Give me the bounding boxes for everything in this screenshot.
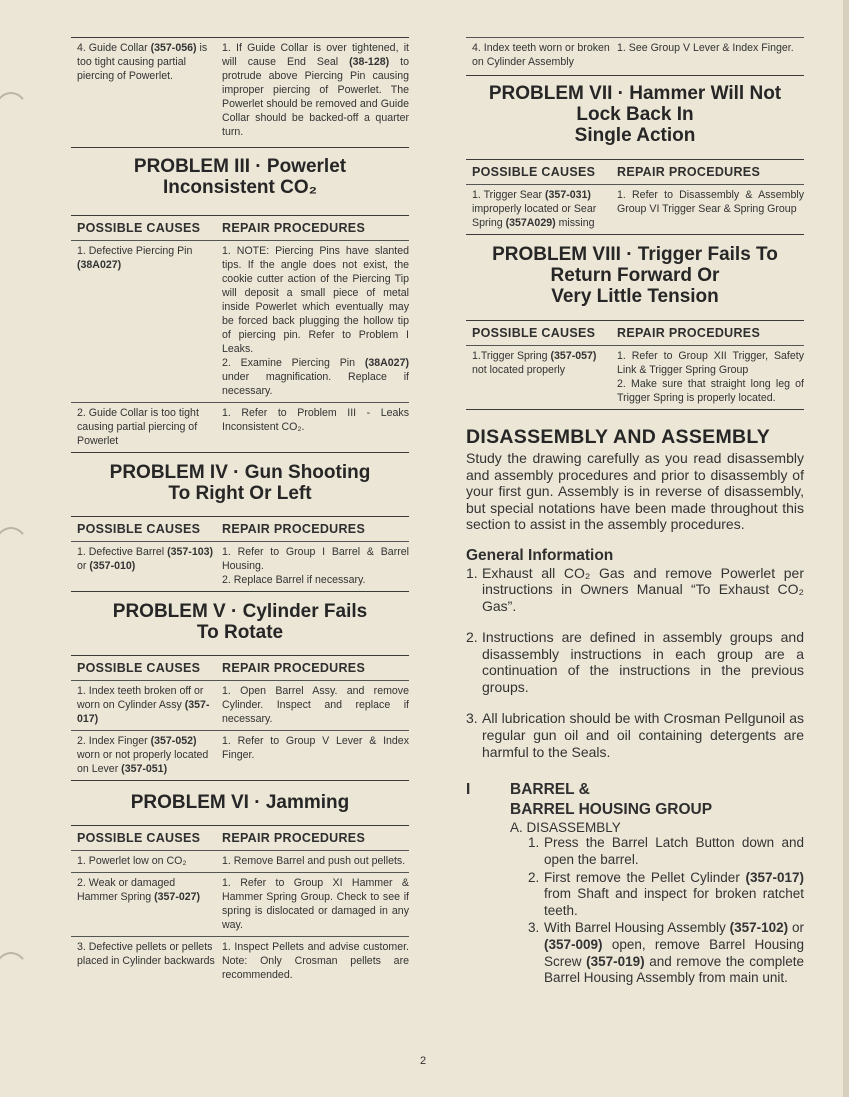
problem-title: PROBLEM III · Powerlet [133, 156, 347, 177]
cause-cell: 4. Guide Collar (357-056) is too tight causing partial piercing of Powerlet. [77, 42, 208, 82]
repair-cell: 1. Open Barrel Assy. and remove Cylinder. Inspect and replace if necessary. [222, 685, 409, 725]
table-row [71, 241, 409, 402]
header-possible-causes: POSSIBLE CAUSES [472, 326, 596, 340]
part-number: (357-051) [121, 763, 168, 775]
binder-hole-mark [0, 527, 30, 577]
problem-title: Single Action [574, 125, 696, 146]
repair-cell: 1. If Guide Collar is over tightened, it will cause End Seal (38-128) to protrude above Piercing Pin causing improper piercing of Powerlet. The Powerlet should be removed and Guide Collar should be backed-off a quarter turn. [222, 42, 409, 138]
header-possible-causes: POSSIBLE CAUSES [77, 831, 201, 845]
header-repair-procedures: REPAIR PROCEDURES [617, 165, 761, 179]
problem-title: Inconsistent CO₂ [162, 177, 318, 198]
repair-cell: 1. Refer to Group XI Hammer & Hammer Spring Group. Check to see if spring is dislocated or damaged in any way. [222, 877, 409, 931]
table-header [71, 826, 409, 850]
header-repair-procedures: REPAIR PROCEDURES [222, 661, 366, 675]
table-row [71, 681, 409, 730]
problem-v-rows [71, 681, 409, 780]
table-row [466, 346, 804, 409]
group-heading [466, 780, 804, 800]
header-repair-procedures: REPAIR PROCEDURES [222, 831, 366, 845]
binder-hole-mark [0, 952, 30, 1002]
step-text: First remove the Pellet Cylinder (357-017) from Shaft and inspect for broken ratchet teeth. [544, 869, 804, 918]
table-row [466, 185, 804, 234]
repair-cell: 1. Refer to Problem III - Leaks Inconsistent CO₂. [222, 407, 409, 433]
cause-cell: 1. Index teeth broken off or worn on Cylinder Assy (357-017) [77, 685, 210, 725]
table-header [71, 517, 409, 541]
list-item [466, 710, 804, 760]
step-number: 2. [528, 869, 540, 885]
problem-title: Very Little Tension [551, 286, 719, 307]
repair-cell: 1. See Group V Lever & Index Finger. [617, 42, 794, 54]
group-numeral: I [466, 781, 471, 799]
part-number: (357-031) [545, 189, 591, 201]
cause-cell: 3. Defective pellets or pellets placed in Cylinder backwards [77, 941, 215, 967]
page-number: 2 [420, 1055, 427, 1067]
cause-cell: 2. Index Finger (357-052) worn or not properly located on Lever (357-051) [77, 735, 209, 775]
header-possible-causes: POSSIBLE CAUSES [77, 522, 201, 536]
problem-title: Lock Back In [576, 104, 694, 125]
general-information-list [466, 565, 804, 761]
repair-cell: 1. Refer to Group I Barrel & Barrel Housing. 2. Replace Barrel if necessary. [222, 546, 409, 586]
disassembly-subheading: A. DISASSEMBLY [510, 820, 621, 836]
cause-cell: 2. Guide Collar is too tight causing partial piercing of Powerlet [77, 407, 199, 447]
step-text: Press the Barrel Latch Button down and open the barrel. [544, 835, 804, 868]
right-column [466, 0, 804, 988]
table-header [466, 321, 804, 345]
disassembly-steps [466, 835, 804, 986]
problem-vi-rows [71, 851, 409, 986]
header-possible-causes: POSSIBLE CAUSES [472, 165, 596, 179]
table-header [71, 656, 409, 680]
cause-cell: 1. Defective Barrel (357-103) or (357-010) [77, 546, 214, 572]
table-row [71, 851, 409, 872]
repair-cell: 1. Inspect Pellets and advise customer. Note: Only Crosman pellets are recommended. [222, 941, 409, 981]
part-number: (38-128) [349, 56, 390, 68]
header-repair-procedures: REPAIR PROCEDURES [617, 326, 761, 340]
step-text: With Barrel Housing Assembly (357-102) or (357-009) open, remove Barrel Housing Screw (357-019) and remove the complete Barrel Housing Assembly from main unit. [544, 920, 804, 986]
problem-iii-rows [71, 241, 409, 452]
header-possible-causes: POSSIBLE CAUSES [77, 221, 201, 235]
repair-cell: 1. NOTE: Piercing Pins have slanted tips. If the angle does not exist, the cookie cutter action of the Piercing Tip will deposit a small piece of metal inside Powerlet which eventually may be forced back plugging the hollow tip of piercing pin. Refer to Problem I Leaks. 2. Examine Piercing Pin (38A027) under magnification. Replace if necessary. [222, 245, 409, 397]
problem-vii-rows [466, 185, 804, 234]
repair-cell: 1. Remove Barrel and push out pellets. [222, 855, 406, 867]
list-text: Exhaust all CO₂ Gas and remove Powerlet per instructions in Owners Manual “To Exhaust CO₂ Gas”. [482, 564, 804, 615]
step-number: 1. [528, 835, 540, 851]
problem-title: To Right Or Left [168, 483, 312, 504]
step-number: 3. [528, 920, 540, 936]
problem-title: To Rotate [196, 622, 284, 643]
repair-cell: 1. Refer to Disassembly & Assembly Group VI Trigger Sear & Spring Group [617, 189, 804, 215]
table-row [71, 937, 409, 986]
part-number: (357-103) [167, 546, 214, 558]
part-number: (357-017) [745, 869, 804, 885]
left-column [71, 0, 409, 986]
part-number: (357-057) [550, 350, 597, 362]
header-repair-procedures: REPAIR PROCEDURES [222, 522, 366, 536]
part-number: (357-056) [150, 42, 197, 54]
part-number: (38A027) [364, 357, 409, 369]
group-title-line1: BARREL & [510, 781, 590, 799]
group-heading [466, 800, 804, 820]
list-text: All lubrication should be with Crosman Pellgunoil as regular gun oil and oil containing detergents are harmful to the Seals. [482, 710, 804, 760]
table-row [71, 873, 409, 936]
table-header [466, 160, 804, 184]
general-information-heading: General Information [466, 546, 614, 564]
step-item [528, 835, 804, 868]
problem-title: PROBLEM VII · Hammer Will Not [488, 83, 782, 104]
part-number: (357-052) [150, 735, 197, 747]
part-number: (357-102) [729, 920, 789, 936]
repair-cell: 1. Refer to Group XII Trigger, Safety Link & Trigger Spring Group 2. Make sure that straight long leg of Trigger Spring is properly located. [617, 350, 804, 404]
part-number: (357-010) [89, 560, 136, 572]
step-item [528, 920, 804, 986]
problem-title: PROBLEM VI · Jamming [130, 792, 350, 813]
disassembly-heading: DISASSEMBLY AND ASSEMBLY [466, 426, 771, 448]
part-number: (357-017) [77, 699, 210, 725]
header-possible-causes: POSSIBLE CAUSES [77, 661, 201, 675]
table-header [71, 216, 409, 240]
table-row [466, 38, 804, 73]
list-number: 2. [466, 628, 478, 645]
disassembly-intro: Study the drawing carefully as you read disassembly and assembly procedures and prior to disassembly of your first gun. Assembly is in reverse of disassembly, but special notations have been made throughout this section to assist in the assembly procedures. [466, 450, 804, 532]
page-edge [843, 0, 849, 1097]
list-text: Instructions are defined in assembly groups and disassembly instructions in each group are a continuation of the instructions in the previous groups. [482, 628, 804, 696]
cause-cell: 1.Trigger Spring (357-057) not located properly [472, 350, 597, 376]
part-number: (357-027) [154, 891, 201, 903]
problem-viii-rows [466, 346, 804, 409]
part-number: (357A029) [505, 217, 556, 229]
problem-title: PROBLEM V · Cylinder Fails [112, 601, 368, 622]
binder-hole-mark [0, 92, 30, 142]
list-number: 3. [466, 710, 478, 727]
header-repair-procedures: REPAIR PROCEDURES [222, 221, 366, 235]
problem-title: PROBLEM IV · Gun Shooting [109, 462, 371, 483]
part-number: (357-009) [544, 937, 603, 953]
table-row [71, 731, 409, 780]
table-row [71, 542, 409, 591]
problem-iv-rows [71, 542, 409, 591]
list-number: 1. [466, 564, 478, 581]
part-number: (357-019) [586, 953, 645, 969]
cause-cell: 1. Trigger Sear (357-031) improperly located or Sear Spring (357A029) missing [472, 189, 597, 229]
cause-cell: 1. Defective Piercing Pin (38A027) [77, 245, 193, 271]
list-item [466, 629, 804, 696]
list-item [466, 565, 804, 615]
problem-title: Return Forward Or [550, 265, 720, 286]
table-row [71, 403, 409, 452]
group-title-line2: BARREL HOUSING GROUP [510, 801, 713, 819]
repair-cell: 1. Refer to Group V Lever & Index Finger. [222, 735, 409, 761]
cause-cell: 4. Index teeth worn or broken on Cylinder Assembly [472, 42, 610, 68]
problem-title: PROBLEM VIII · Trigger Fails To [492, 244, 778, 265]
part-number: (38A027) [77, 259, 122, 271]
cause-cell: 2. Weak or damaged Hammer Spring (357-027) [77, 877, 201, 903]
step-item [528, 870, 804, 920]
cause-cell: 1. Powerlet low on CO₂ [77, 855, 187, 867]
table-row [71, 38, 409, 143]
